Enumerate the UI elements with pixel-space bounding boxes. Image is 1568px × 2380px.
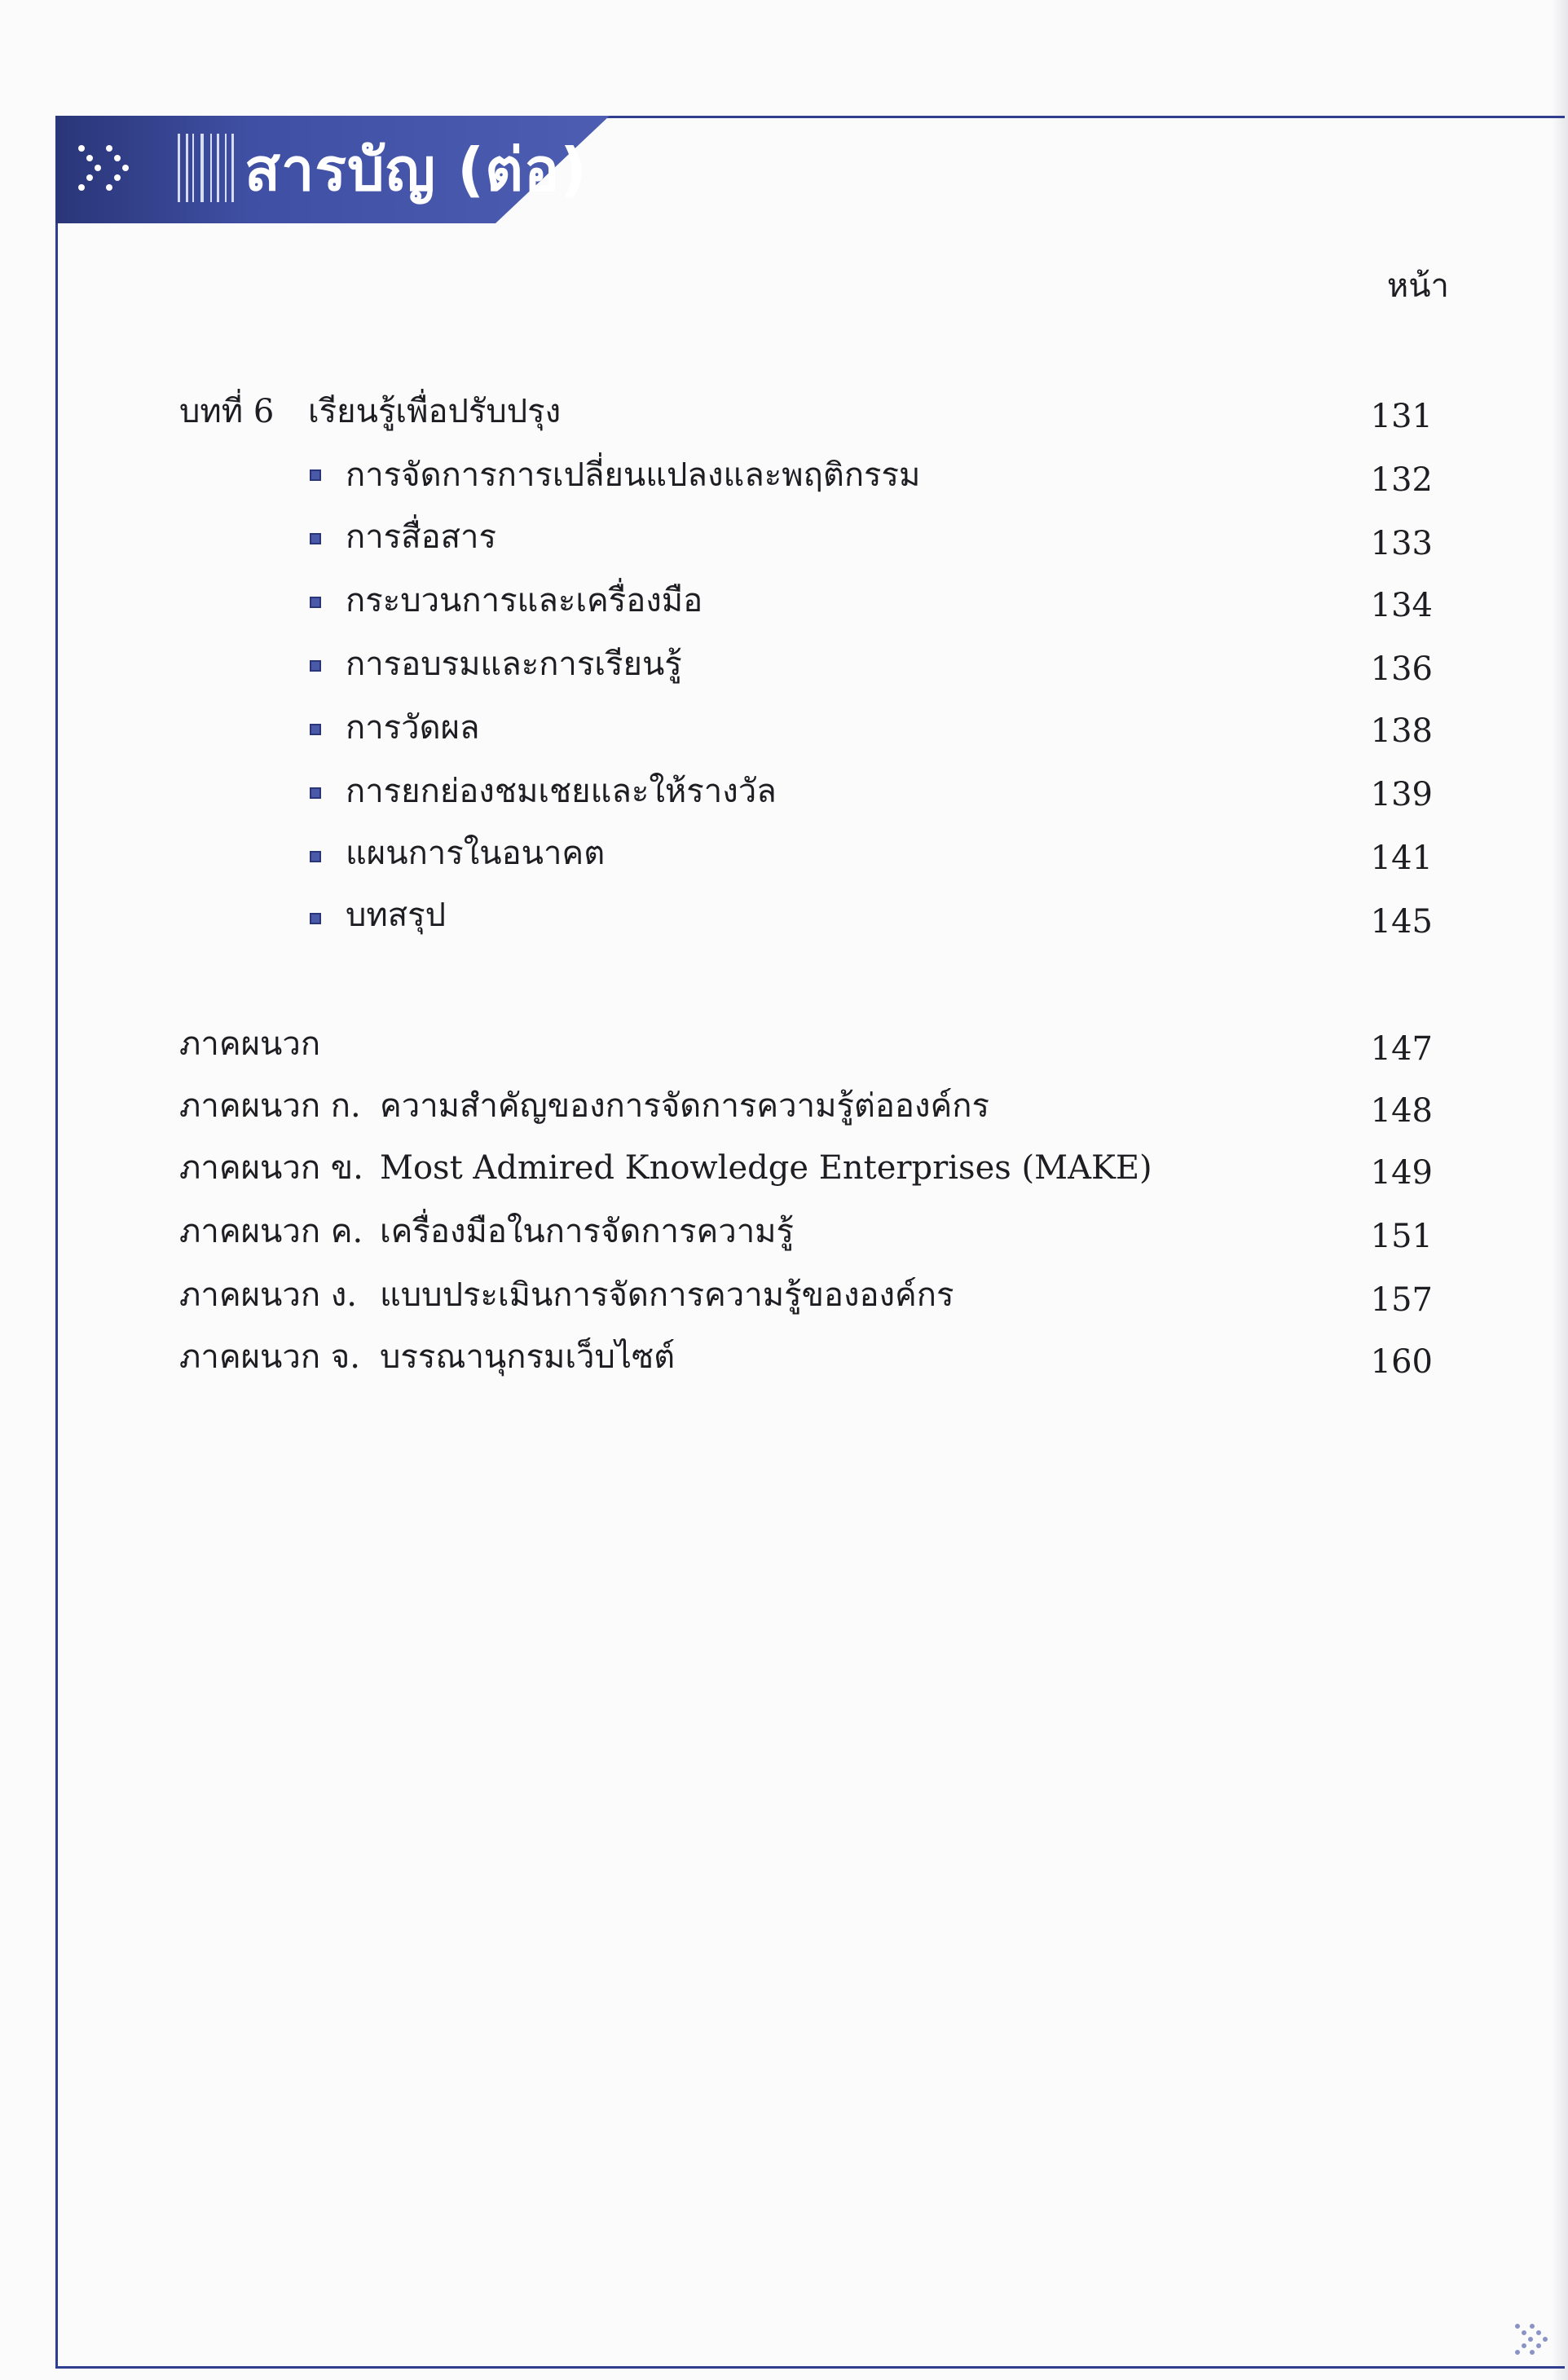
appendix-item-page: 160: [1370, 1343, 1433, 1381]
appendix-item-page: 157: [1370, 1281, 1433, 1319]
appendix-item-label: เครื่องมือในการจัดการความรู้: [380, 1213, 795, 1250]
chapter-number: บทที่ 6: [179, 393, 275, 430]
chapter-item-label: การสื่อสาร: [346, 518, 496, 556]
appendix-item-prefix: ภาคผนวก ง.: [179, 1276, 358, 1314]
page-column-label: หน้า: [1386, 267, 1449, 305]
square-bullet-icon: [310, 724, 321, 735]
appendix-item-label: ความสำคัญของการจัดการความรู้ต่อองค์กร: [380, 1087, 989, 1125]
appendix-heading: ภาคผนวก: [179, 1025, 321, 1063]
chapter-item-label: การจัดการการเปลี่ยนแปลงและพฤติกรรม: [346, 456, 921, 494]
appendix-item-prefix: ภาคผนวก ค.: [179, 1213, 363, 1250]
chapter-item-label: การยกย่องชมเชยและให้รางวัล: [346, 773, 777, 810]
appendix-item-prefix: ภาคผนวก ก.: [179, 1087, 361, 1125]
chapter-item-label: กระบวนการและเครื่องมือ: [346, 582, 703, 619]
chapter-item-page: 139: [1370, 776, 1433, 813]
chapter-item-page: 145: [1370, 903, 1433, 941]
chapter-item-page: 141: [1370, 840, 1433, 877]
page-title: สารบัญ (ต่อ): [244, 135, 588, 204]
header-banner: [55, 116, 610, 223]
square-bullet-icon: [310, 533, 321, 544]
chapter-item-page: 134: [1370, 587, 1433, 624]
appendix-item-page: 148: [1370, 1092, 1433, 1130]
chapter-item-label: การอบรมและการเรียนรู้: [346, 646, 682, 683]
appendix-item-page: 151: [1370, 1218, 1433, 1255]
appendix-item-page: 149: [1370, 1154, 1433, 1192]
appendix-item-label: Most Admired Knowledge Enterprises (MAKE): [380, 1149, 1152, 1187]
appendix-item-prefix: ภาคผนวก จ.: [179, 1338, 360, 1376]
chapter-item-label: การวัดผล: [346, 709, 480, 747]
chapter-item-page: 132: [1370, 461, 1433, 499]
square-bullet-icon: [310, 787, 321, 799]
chapter-item-label: บทสรุป: [346, 897, 447, 934]
square-bullet-icon: [310, 469, 321, 481]
appendix-heading-page: 147: [1370, 1030, 1433, 1068]
square-bullet-icon: [310, 913, 321, 924]
chapter-item-page: 136: [1370, 650, 1433, 688]
appendix-item-label: แบบประเมินการจัดการความรู้ขององค์กร: [380, 1276, 954, 1314]
chapter-page: 131: [1370, 398, 1433, 435]
appendix-item-label: บรรณานุกรมเว็บไซต์: [380, 1338, 676, 1376]
appendix-item-prefix: ภาคผนวก ข.: [179, 1149, 363, 1187]
square-bullet-icon: [310, 660, 321, 672]
chapter-title: เรียนรู้เพื่อปรับปรุง: [308, 393, 562, 430]
square-bullet-icon: [310, 851, 321, 862]
chapter-item-page: 138: [1370, 712, 1433, 750]
double-chevron-right-icon: [1508, 2315, 1557, 2364]
square-bullet-icon: [310, 597, 321, 608]
chapter-item-label: แผนการในอนาคต: [346, 835, 606, 872]
chapter-item-page: 133: [1370, 525, 1433, 562]
